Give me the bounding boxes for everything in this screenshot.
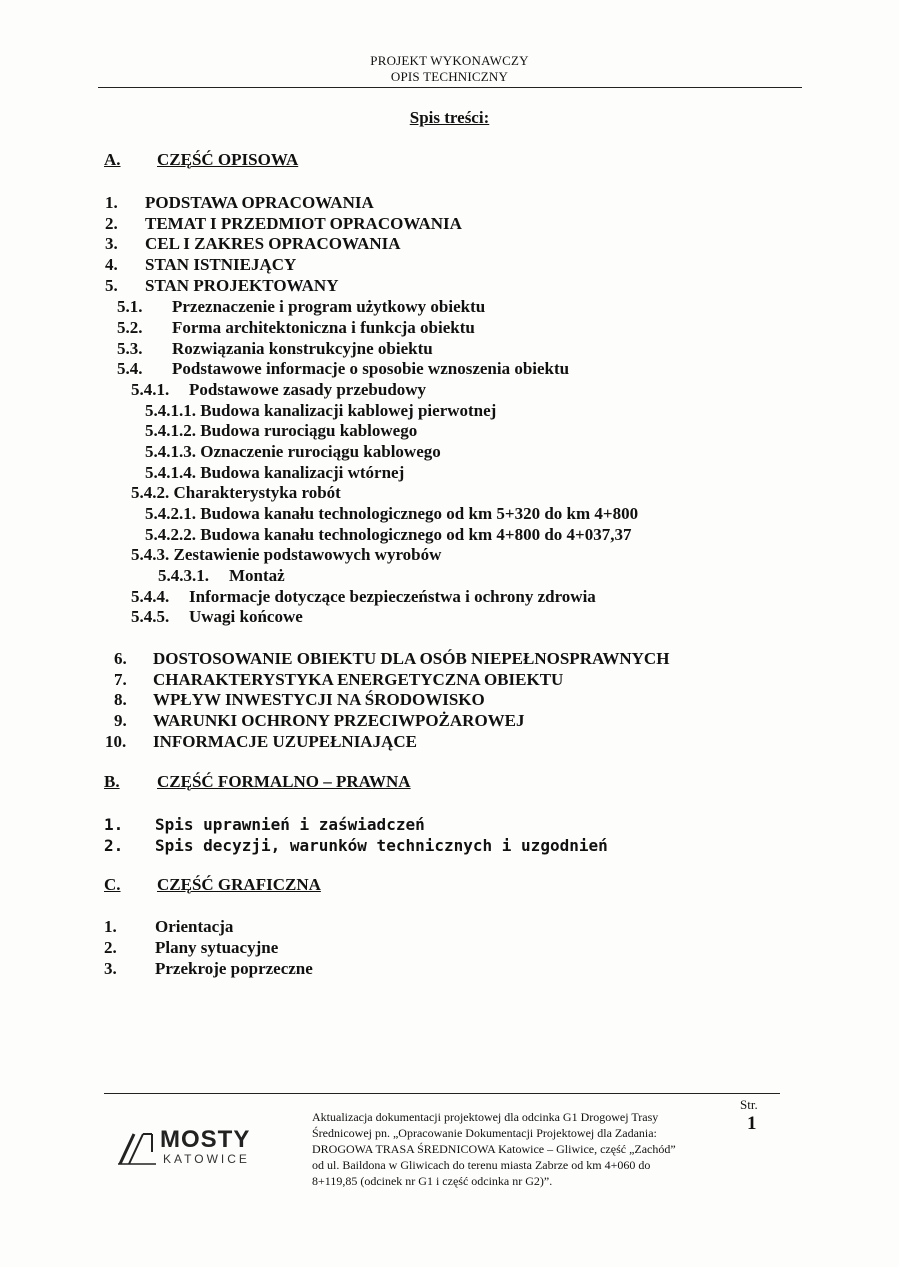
footer-line: 8+119,85 (odcinek nr G1 i część odcinka nr G2)”. [312,1174,553,1188]
toc-item-label: Przeznaczenie i program użytkowy obiektu [172,297,486,316]
section-b-title: CZĘŚĆ FORMALNO – PRAWNA [157,772,411,791]
footer-line: DROGOWA TRASA ŚREDNICOWA Katowice – Gliwice, część „Zachód” [312,1142,676,1156]
toc-item [0,545,899,565]
toc-item-label: CHARAKTERYSTYKA ENERGETYCZNA OBIEKTU [153,670,564,689]
toc-item-number: 5.4.1. [131,380,170,399]
toc-item-label: Orientacja [155,917,234,936]
toc-item [0,938,899,958]
toc-item-number: 5.4.5. [131,607,170,626]
toc-item [0,276,899,296]
footer-rule [104,1093,780,1094]
toc-item [0,318,899,338]
section-c-letter: C. [104,875,121,894]
toc-item-label: Forma architektoniczna i funkcja obiektu [172,318,475,337]
toc-item-number: 5.4.3.1. [158,566,209,585]
toc-item [0,504,899,524]
toc-item-label: 5.4.3. Zestawienie podstawowych wyrobów [131,545,442,564]
toc-item [0,234,899,254]
toc-item [0,917,899,937]
toc-item-label: Plany sytuacyjne [155,938,279,957]
logo-sub-text: KATOWICE [163,1152,250,1166]
toc-item-number: 4. [105,255,118,274]
toc-item [0,566,899,586]
section-b-heading [104,772,411,792]
logo-mark-icon [116,1128,160,1168]
footer-description [312,1109,732,1189]
toc-item-label: Podstawowe informacje o sposobie wznoszenia obiektu [172,359,570,378]
toc-item-label: 5.4.1.1. Budowa kanalizacji kablowej pierwotnej [145,401,497,420]
header-document-type: OPIS TECHNICZNY [390,69,509,84]
toc-item-label: 5.4.2. Charakterystyka robót [131,483,341,502]
toc-item [0,525,899,545]
section-a-heading [104,150,298,170]
toc-item-label: Montaż [229,566,285,585]
footer-line: Aktualizacja dokumentacji projektowej dla odcinka G1 Drogowej Trasy [312,1110,659,1124]
toc-item-number: 10. [105,732,127,751]
section-b-letter: B. [104,772,120,791]
toc-item [0,732,899,752]
toc-item-number: 2. [105,214,118,233]
toc-item-label: 5.4.2.1. Budowa kanału technologicznego od km 5+320 do km 4+800 [145,504,639,523]
toc-item-number: 2. [104,836,124,855]
toc-item-number: 5.4.4. [131,587,170,606]
toc-item [0,339,899,359]
toc-item-label: DOSTOSOWANIE OBIEKTU DLA OSÓB NIEPEŁNOSPRAWNYCH [153,649,670,668]
toc-item [0,959,899,979]
toc-item [0,442,899,462]
toc-item-number: 3. [105,234,118,253]
toc-item [0,711,899,731]
page-label: Str. [740,1097,758,1112]
toc-item-number: 1. [104,815,124,834]
toc-item-number: 5. [105,276,118,295]
toc-item-number: 2. [104,938,117,957]
toc-item-label: Przekroje poprzeczne [155,959,313,978]
toc-item [0,483,899,503]
toc-item-number: 7. [114,670,127,689]
toc-item-label: STAN ISTNIEJĄCY [145,255,297,274]
toc-item-label: Spis uprawnień i zaświadczeń [155,815,425,834]
toc-item [0,587,899,607]
toc-item-number: 3. [104,959,117,978]
header-rule [98,87,802,88]
toc-item [0,607,899,627]
toc-item [0,836,899,856]
toc-item-number: 8. [114,690,127,709]
logo-main-text: MOSTY [160,1126,251,1153]
toc-item [0,214,899,234]
toc-item-label: Rozwiązania konstrukcyjne obiektu [172,339,433,358]
toc-item [0,463,899,483]
toc-item-label: 5.4.1.4. Budowa kanalizacji wtórnej [145,463,405,482]
toc-item-label: Podstawowe zasady przebudowy [189,380,427,399]
toc-item-label: Informacje dotyczące bezpieczeństwa i ochrony zdrowia [189,587,596,606]
toc-item [0,690,899,710]
section-c-title: CZĘŚĆ GRAFICZNA [157,875,321,894]
toc-item-number: 5.1. [117,297,143,316]
toc-item [0,670,899,690]
toc-item-label: 5.4.1.3. Oznaczenie rurociągu kablowego [145,442,441,461]
toc-item-label: INFORMACJE UZUPEŁNIAJĄCE [153,732,417,751]
toc-item [0,815,899,835]
toc-item-label: STAN PROJEKTOWANY [145,276,339,295]
toc-item-number: 1. [104,917,117,936]
company-logo [116,1128,266,1172]
toc-item [0,359,899,379]
toc-item-label: TEMAT I PRZEDMIOT OPRACOWANIA [145,214,462,233]
section-c-heading [104,875,321,895]
toc-title: Spis treści: [409,108,490,127]
toc-item-number: 9. [114,711,127,730]
toc-item-label: 5.4.2.2. Budowa kanału technologicznego od km 4+800 do 4+037,37 [145,525,632,544]
toc-item-label: Uwagi końcowe [189,607,303,626]
toc-item-number: 1. [105,193,118,212]
toc-item-label: PODSTAWA OPRACOWANIA [145,193,374,212]
toc-item-number: 5.4. [117,359,143,378]
toc-item [0,255,899,275]
toc-item-label: WPŁYW INWESTYCJI NA ŚRODOWISKO [153,690,485,709]
toc-item-number: 6. [114,649,127,668]
toc-item-number: 5.3. [117,339,143,358]
toc-item [0,421,899,441]
toc-item-label: WARUNKI OCHRONY PRZECIWPOŻAROWEJ [153,711,525,730]
toc-item-label: Spis decyzji, warunków technicznych i uzgodnień [155,836,608,855]
toc-item [0,193,899,213]
toc-item-number: 5.2. [117,318,143,337]
section-a-letter: A. [104,150,121,169]
footer-line: Średnicowej pn. „Opracowanie Dokumentacji Projektowej dla Zadania: [312,1126,657,1140]
header-project-type: PROJEKT WYKONAWCZY [370,53,529,68]
page-number: 1 [747,1113,757,1134]
toc-item [0,401,899,421]
toc-item-label: 5.4.1.2. Budowa rurociągu kablowego [145,421,418,440]
toc-item-label: CEL I ZAKRES OPRACOWANIA [145,234,401,253]
toc-item [0,380,899,400]
toc-item [0,297,899,317]
toc-item [0,649,899,669]
section-a-title: CZĘŚĆ OPISOWA [157,150,299,169]
footer-line: od ul. Baildona w Gliwicach do terenu miasta Zabrze od km 4+060 do [312,1158,651,1172]
